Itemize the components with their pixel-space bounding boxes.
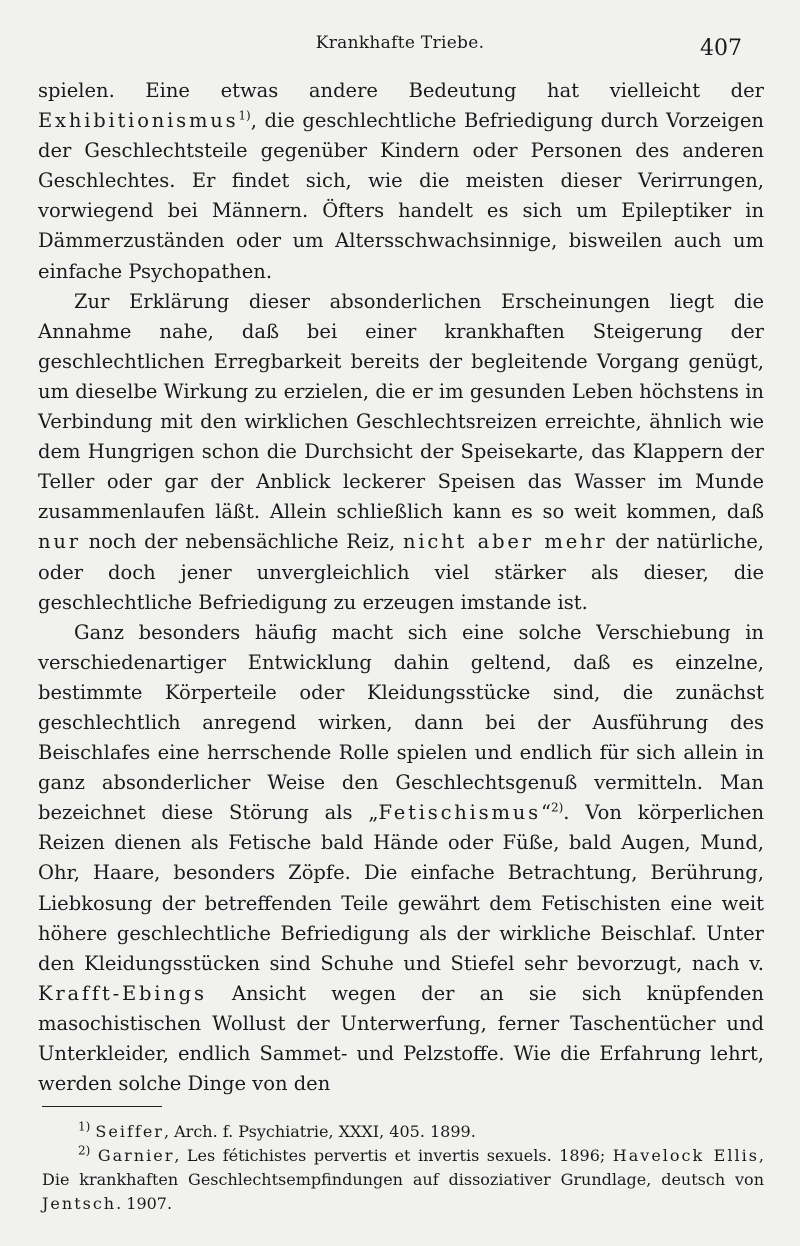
footnote-ref-1: 1) [238, 108, 251, 123]
footnote-author: Garnier [97, 1146, 175, 1165]
footnote-2: $^{2)}$ Garnier, Les fétichistes pervertis et invertis sexuels. 1896; Havelock Ellis, Die krankhaften Geschlechtsempfindungen auf dissoziativer Grundlage, deutsch von Jentsch. 1907. [42, 1143, 765, 1213]
paragraph-explanation: Zur Erklärung dieser absonderlichen Erscheinungen liegt die Annahme nahe, daß bei einer krankhaften Steigerung der geschlechtlichen Erregbarkeit bereits der begleitende Vorgang genügt, um dieselbe Wirkung zu erzielen, die er im gesunden Leben höchstens in Verbindung mit den wirklichen Geschlechtsreizen erreichte, ähnlich wie dem Hungrigen schon die Durchsicht der Speisekarte, das Klappern der Teller oder gar der Anblick leckerer Speisen das Wasser im Munde zusammenlaufen läßt. Allein schließlich kann es so weit kommen, daß nur noch der nebensächliche Reiz, nicht aber mehr der natürliche, oder doch jener unvergleichlich viel stärker als dieser, die geschlechtliche Befriedigung zu erzeugen imstande ist. [38, 289, 764, 614]
footnote-1: $^{1)}$ Seiffer, Arch. f. Psychiatrie, XXXI, 405. 1899. [78, 1119, 476, 1141]
main-text [38, 76, 764, 1099]
emphasis-nicht-aber-mehr: nicht aber mehr [403, 530, 608, 554]
footnotes [42, 1120, 764, 1216]
term-fetishism: Fetischismus [378, 801, 541, 825]
page-number: 407 [700, 36, 742, 61]
footnote-divider [42, 1106, 162, 1107]
author-krafft-ebing: Krafft-Ebings [38, 981, 207, 1005]
paragraph-exhibitionism: spielen. Eine etwas andere Bedeutung hat vielleicht der Exhibitionismus$^{1)}$, die geschlechtliche Befriedigung durch Vorzeigen der Geschlechtsteile gegenüber Kindern oder Personen des anderen Geschlechtes. Er findet sich, wie die meisten dieser Verirrungen, vorwiegend bei Männern. Öfters handelt es sich um Epileptiker in Dämmerzuständen oder um Altersschwachsinnige, bisweilen auch um einfache Psychopathen. [38, 79, 764, 283]
paragraph-fetishism: Ganz besonders häufig macht sich eine solche Verschiebung in verschiedenartiger Entwicklung dahin geltend, daß es einzelne, bestimmte Körperteile oder Kleidungsstücke sind, die zunächst geschlechtlich anregend wirken, dann bei der Ausführung des Beischlafes eine herrschende Rolle spielen und endlich für sich allein in ganz absonderlicher Weise den Geschlechtsgenuß vermitteln. Man bezeichnet diese Störung als „Fetischismus“$^{2)}$. Von körperlichen Reizen dienen als Fetische bald Hände oder Füße, bald Augen, Mund, Ohr, Haare, besonders Zöpfe. Die einfache Betrachtung, Berührung, Liebkosung der betreffenden Teile gewährt dem Fetischisten eine weit höhere geschlechtliche Befriedigung als der wirkliche Beischlaf. Unter den Kleidungsstücken sind Schuhe und Stiefel sehr bevorzugt, nach v. Krafft-Ebings Ansicht wegen der an sie sich knüpfenden masochistischen Wollust der Unterwerfung, ferner Taschentücher und Unterkleider, endlich Sammet- und Pelzstoffe. Wie die Erfahrung lehrt, werden solche Dinge von den [38, 620, 765, 1096]
footnote-author: Havelock Ellis [612, 1146, 759, 1165]
footnote-author: Jentsch [42, 1194, 117, 1213]
footnote-ref-2: 2) [550, 800, 564, 815]
running-header: Krankhafte Triebe. [315, 33, 485, 53]
footnote-author: Seiffer [95, 1122, 164, 1141]
term-exhibitionism: Exhibitionismus [38, 109, 239, 133]
emphasis-nur: nur [38, 530, 81, 554]
